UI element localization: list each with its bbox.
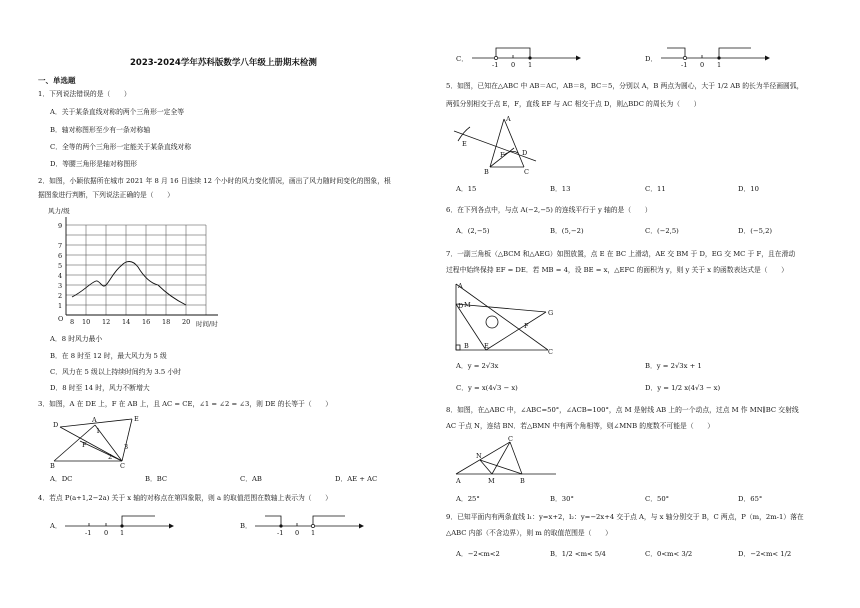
q4-option-a: A．: [50, 522, 62, 530]
q8-option-b: B．30°: [550, 495, 574, 503]
q7-label-C: C: [548, 348, 553, 356]
q5-label-E: E: [462, 140, 467, 148]
q7-option-a: A．y = 2√3x: [456, 362, 499, 370]
q2-chart-origin: O: [58, 315, 64, 323]
q3-angle-2: 2: [108, 453, 113, 461]
q2-xtick-12: 12: [102, 318, 111, 326]
q9-option-d: D．−2<m< 1/2: [738, 550, 792, 558]
q2-ytick-7: 7: [58, 242, 63, 250]
q4-option-a-numberline: [65, 512, 175, 538]
q1-stem: 1．下列说法错误的是（ ）: [38, 90, 131, 98]
q3-figure: [50, 413, 150, 468]
q5-option-c: C．11: [645, 185, 666, 193]
q5-option-b: B．13: [550, 185, 571, 193]
q8-label-N: N: [476, 452, 482, 460]
q2-xtick-8: 8: [70, 318, 75, 326]
q5-option-a: A．15: [456, 185, 477, 193]
page-title: 2023-2024学年苏科版数学八年级上册期末检测: [130, 58, 317, 68]
q7-option-c: C．y = x(4√3 − x): [456, 384, 518, 392]
q2-wind-curve: [72, 262, 186, 306]
q5-label-F: F: [500, 151, 505, 159]
q5-label-A: A: [506, 115, 511, 123]
q4-option-c: C．: [456, 55, 468, 63]
q8-label-B: B: [520, 477, 525, 485]
q4b-tick-0: 0: [295, 529, 300, 537]
q9-option-c: C．0<m< 3/2: [645, 550, 693, 558]
q6-option-d: D．(−5,2): [738, 227, 773, 235]
q5-figure: [450, 115, 550, 175]
section-heading: 一、单选题: [38, 76, 76, 85]
q3-label-D: D: [53, 421, 59, 429]
q7-label-B: B: [464, 342, 469, 350]
q4d-tick-1: 1: [717, 61, 722, 69]
q9-option-a: A．−2<m<2: [456, 550, 500, 558]
q5-label-B: B: [484, 168, 489, 176]
q3-option-a: A．DC: [50, 475, 73, 483]
q2-ytick-3: 3: [58, 282, 63, 290]
q8-figure: [452, 436, 562, 486]
q7-stem-line2: 过程中始终保持 EF = DE．若 MB = 4，设 BE = x，△EFC 的面积为 y，则 y 关于 x 的函数表达式是（ ）: [446, 266, 788, 274]
q1-option-c: C．全等的两个三角形一定能关于某条直线对称: [50, 143, 192, 151]
q4c-tick-neg1: -1: [492, 61, 499, 69]
q1-option-b: B．轴对称图形至少有一条对称轴: [50, 126, 151, 134]
q8-label-M: M: [488, 477, 495, 485]
q3-stem: 3．如图，A 在 DE 上，F 在 AB 上，且 AC = CE，∠1 = ∠2 = ∠3，则 DE 的长等于（ ）: [38, 400, 333, 408]
q4b-tick-neg1: -1: [277, 529, 284, 537]
q4-option-c-numberline: [472, 44, 582, 70]
q2-xtick-10: 10: [82, 318, 91, 326]
q2-ytick-9: 9: [58, 222, 63, 230]
q2-ytick-5: 5: [58, 262, 63, 270]
q5-stem-line2: 两弧分别相交于点 E，F，直线 EF 与 AC 相交于点 D，则△BDC 的周长为（ ）: [446, 100, 701, 108]
q6-option-c: C．(−2,5): [645, 227, 679, 235]
q6-stem: 6．在下列各点中，与点 A(−2,−5) 的连线平行于 y 轴的是（ ）: [446, 206, 652, 214]
q2-chart-xlabel: 时间/时: [196, 320, 218, 328]
q7-label-M: M: [464, 301, 471, 309]
q7-label-F: F: [524, 322, 529, 330]
q7-option-d: D．y = 1/2 x(4√3 − x): [645, 384, 721, 392]
q3-option-b: B．BC: [145, 475, 168, 483]
q3-angle-3: 3: [124, 443, 129, 451]
q5-option-d: D．10: [738, 185, 759, 193]
left-column: [30, 0, 430, 608]
q2-stem-line1: 2．如图，小颖依据所在城市 2021 年 8 月 16 日连续 12 个小时的风力变化情况，画出了风力随时间变化的图象，根: [38, 177, 391, 185]
q4-option-b-numberline: [255, 512, 365, 538]
q2-chart-ylabel: 风力/级: [48, 207, 70, 215]
q2-xtick-14: 14: [122, 318, 131, 326]
q2-ytick-2: 2: [58, 292, 63, 300]
q4-option-b: B．: [240, 522, 252, 530]
q2-option-b: B．在 8 时至 12 时，最大风力为 5 级: [50, 352, 167, 360]
q2-xtick-18: 18: [162, 318, 171, 326]
q4d-tick-neg1: -1: [681, 61, 688, 69]
q3-label-A: A: [92, 416, 97, 424]
q7-label-E: E: [484, 342, 489, 350]
q2-option-c: C．风力在 5 级以上持续时间约为 3.5 小时: [50, 368, 181, 376]
q3-label-C: C: [120, 462, 125, 470]
q4c-tick-1: 1: [528, 61, 533, 69]
q8-option-c: C．50°: [645, 495, 670, 503]
q4a-tick-1: 1: [120, 529, 125, 537]
q7-option-b: B．y = 2√3x + 1: [645, 362, 702, 370]
q8-stem-line1: 8．如图，在△ABC 中，∠ABC=50°，∠ACB=100°，点 M 是射线 AB 上的一个动点，过点 M 作 MN∥BC 交射线: [446, 406, 799, 414]
q1-option-a: A．关于某条直线对称的两个三角形一定全等: [50, 108, 185, 116]
q9-option-b: B．1/2 <m< 5/4: [550, 550, 606, 558]
q1-option-d: D．等腰三角形是轴对称图形: [50, 160, 138, 168]
q4-option-d: D．: [645, 55, 658, 63]
q2-ytick-4: 4: [58, 272, 63, 280]
q4d-tick-0: 0: [700, 61, 705, 69]
q2-option-d: D．8 时至 14 时，风力不断增大: [50, 384, 150, 392]
q4c-tick-0: 0: [511, 61, 516, 69]
q7-stem-line1: 7．一副三角板（△BCM 和△AEG）如图放置，点 E 在 BC 上滑动，AE 交 BM 于 D，EG 交 MC 于 F，且在滑动: [446, 250, 796, 258]
q9-stem-line2: △ABC 内部（不含边界），则 m 的取值范围是（ ）: [446, 529, 612, 537]
q2-xtick-16: 16: [142, 318, 151, 326]
q4-option-d-numberline: [661, 44, 771, 70]
q3-option-d: D．AE + AC: [335, 475, 378, 483]
q6-option-a: A．(2,−5): [456, 227, 490, 235]
q3-label-B: B: [50, 462, 55, 470]
q8-option-d: D．65°: [738, 495, 763, 503]
q2-ytick-1: 1: [58, 302, 63, 310]
q7-label-A: A: [458, 282, 463, 290]
q4a-tick-0: 0: [104, 529, 109, 537]
q9-stem-line1: 9．已知平面内有两条直线 l₁：y=x+2，l₂：y=−2x+4 交于点 A，与 x 轴分别交于 B，C 两点，P（m，2m-1）落在: [446, 513, 804, 521]
q3-option-c: C．AB: [240, 475, 262, 483]
q5-stem-line1: 5．如图，已知在△ABC 中 AB＝AC，AB＝8，BC＝5，分别以 A，B 两点为圆心，大于 1/2 AB 的长为半径画圆弧，: [446, 82, 804, 90]
q5-label-D: D: [522, 149, 528, 157]
q3-angle-1: 1: [96, 427, 101, 435]
right-column: [440, 0, 840, 608]
q8-label-A: A: [456, 477, 461, 485]
q4a-tick-neg1: -1: [85, 529, 92, 537]
q2-chart-grid: [66, 225, 206, 315]
q2-wind-chart: [46, 205, 236, 335]
q2-ytick-6: 6: [58, 252, 63, 260]
q8-stem-line2: AC 于点 N，连结 BN．若△BMN 中有两个角相等，则∠MNB 的度数不可能是（ ）: [446, 422, 715, 430]
q7-figure: [452, 282, 562, 354]
q3-label-F: F: [82, 441, 87, 449]
q4-stem: 4．若点 P(a+1,2−2a) 关于 x 轴的对称点在第四象限，则 a 的取值范围在数轴上表示为（ ）: [38, 494, 332, 502]
q2-stem-line2: 据图象进行判断，下列说法正确的是（ ）: [38, 191, 174, 199]
q7-label-D: D: [458, 302, 464, 310]
q8-label-C: C: [508, 435, 513, 443]
q6-option-b: B．(5,−2): [550, 227, 584, 235]
q3-label-E: E: [134, 415, 139, 423]
q5-label-C: C: [524, 168, 529, 176]
q2-option-a: A．8 时风力最小: [50, 335, 103, 343]
q7-label-G: G: [548, 309, 554, 317]
q8-option-a: A．25°: [456, 495, 480, 503]
q4b-tick-1: 1: [311, 529, 316, 537]
q2-xtick-20: 20: [182, 318, 191, 326]
